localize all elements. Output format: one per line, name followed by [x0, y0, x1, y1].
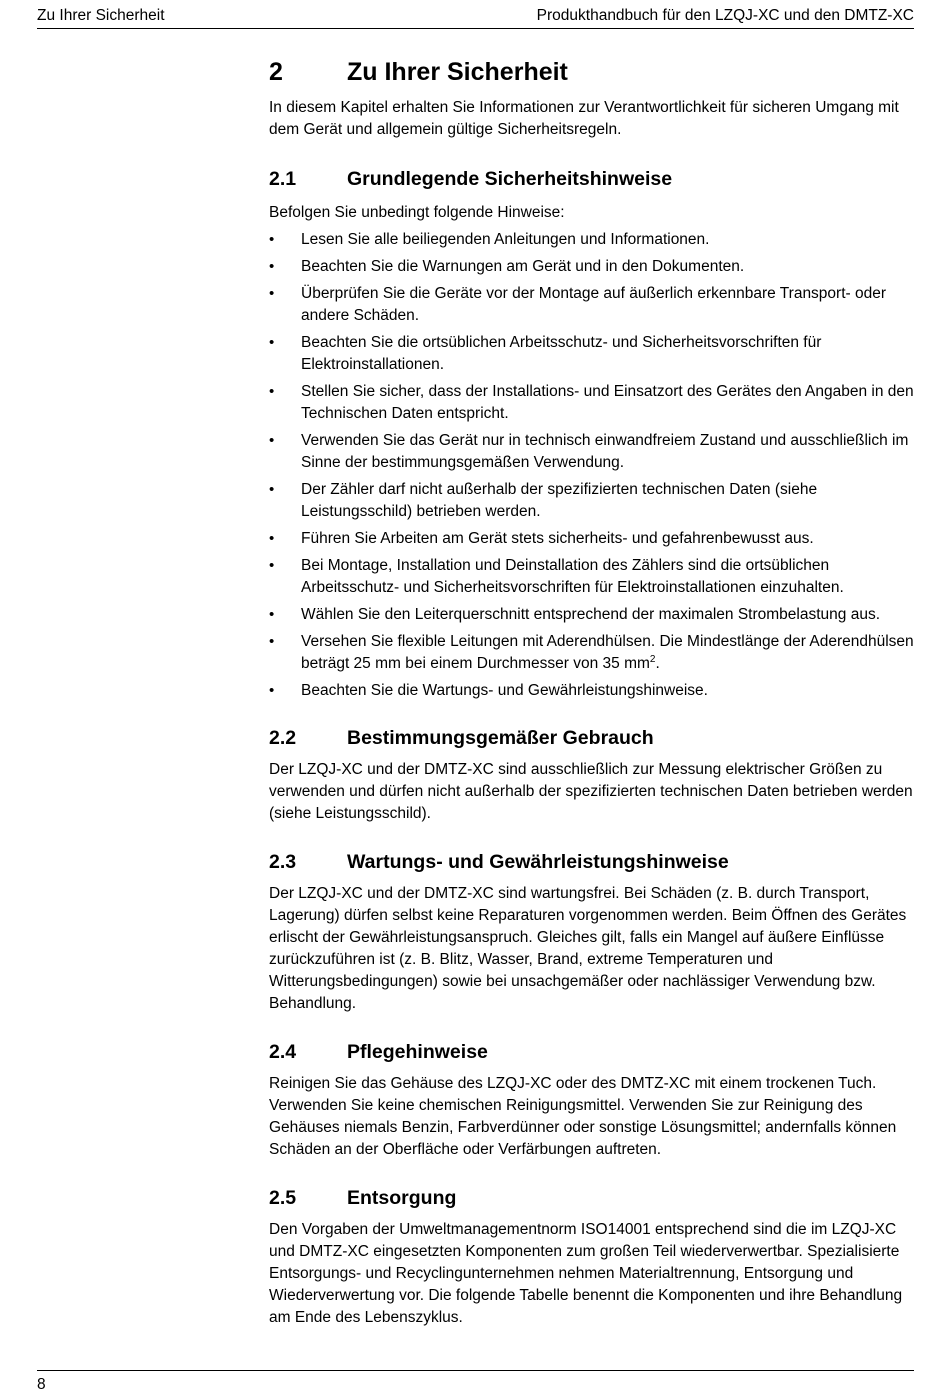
section-2-3-heading	[269, 849, 914, 875]
bullet-icon: •	[269, 258, 275, 275]
list-item: • Der Zähler darf nicht außerhalb der spezifizierten technischen Daten (siehe Leistungsschild) betrieben werden.	[269, 481, 818, 520]
section-number: 2.4	[269, 1041, 297, 1063]
bullet-icon: •	[269, 682, 275, 699]
list-item: • Versehen Sie flexible Leitungen mit Aderendhülsen. Die Mindestlänge der Aderendhülsen beträgt 25 mm bei einem Durchmesser von 35 $mm^2$.	[269, 633, 914, 672]
section-2-2-heading	[269, 725, 914, 751]
list-item: • Wählen Sie den Leiterquerschnitt entsprechend der maximalen Strombelastung aus.	[269, 604, 914, 626]
bullet-icon: •	[269, 530, 275, 547]
section-2-3-body: Der LZQJ-XC und der DMTZ-XC sind wartungsfrei. Bei Schäden (z. B. durch Transport, Lagerung) dürfen selbst keine Reparaturen vorgenommen werden. Beim Öffnen des Gerätes erlischt der Gewährleistungsanspruch. Gleiches gilt, falls ein Mangel auf äußere Einflüsse zurückzuführen ist (z. B. Blitz, Wasser, Brand, extreme Temperaturen und Witterungsbedingungen) sowie bei unsachgemäßer oder nachlässiger Verwendung bzw. Behandlung.	[269, 885, 907, 1012]
section-title: Entsorgung	[347, 1187, 457, 1209]
list-item: • Führen Sie Arbeiten am Gerät stets sicherheits- und gefahrenbewusst aus.	[269, 528, 914, 550]
list-item: • Stellen Sie sicher, dass der Installations- und Einsatzort des Gerätes den Angaben in den Technischen Daten entspricht.	[269, 383, 914, 422]
section-2-4-body: Reinigen Sie das Gehäuse des LZQJ-XC oder des DMTZ-XC mit einem trockenen Tuch. Verwenden Sie keine chemischen Reinigungsmittel. Verwenden Sie zur Reinigung des Gehäuses niemals Benzin, Farbverdünner oder sonstige Lösungsmittel; andernfalls können Schäden an der Oberfläche oder Verfärbungen auftreten.	[269, 1075, 897, 1158]
section-title: Pflegehinweise	[347, 1041, 488, 1063]
header-document-title: Produkthandbuch für den LZQJ-XC und den DMTZ-XC	[536, 7, 914, 24]
list-item: • Bei Montage, Installation und Deinstallation des Zählers sind die ortsüblichen Arbeitsschutz- und Sicherheitsvorschriften für Elektroinstallationen einzuhalten.	[269, 557, 844, 596]
superscript: 2	[649, 653, 656, 665]
list-item: • Beachten Sie die Wartungs- und Gewährleistungshinweise.	[269, 680, 914, 702]
header-section-title: Zu Ihrer Sicherheit	[37, 7, 165, 24]
bullet-icon: •	[269, 285, 275, 302]
bullet-icon: •	[269, 383, 275, 400]
section-2-1-lead: Befolgen Sie unbedingt folgende Hinweise:	[269, 204, 565, 221]
chapter-heading	[269, 56, 914, 88]
bullet-icon: •	[269, 606, 275, 623]
list-item: • Beachten Sie die ortsüblichen Arbeitsschutz- und Sicherheitsvorschriften für Elektroinstallationen.	[269, 334, 822, 373]
bullet-icon: •	[269, 633, 275, 650]
section-2-5-heading	[269, 1185, 914, 1211]
bullet-icon: •	[269, 432, 275, 449]
page-header	[37, 6, 914, 29]
list-item: • Überprüfen Sie die Geräte vor der Montage auf äußerlich erkennbare Transport- oder andere Schäden.	[269, 285, 887, 324]
section-2-1-heading	[269, 166, 914, 192]
bullet-icon: •	[269, 481, 275, 498]
list-item: • Lesen Sie alle beiliegenden Anleitungen und Informationen.	[269, 229, 914, 251]
safety-instructions-list	[269, 229, 914, 702]
section-title: Bestimmungsgemäßer Gebrauch	[347, 727, 654, 749]
chapter-title: Zu Ihrer Sicherheit	[347, 58, 568, 86]
section-title: Grundlegende Sicherheitshinweise	[347, 168, 673, 190]
list-item: • Beachten Sie die Warnungen am Gerät und in den Dokumenten.	[269, 256, 914, 278]
section-2-4-heading	[269, 1039, 914, 1065]
page-content	[269, 56, 914, 1329]
page-footer	[37, 1370, 914, 1394]
bullet-icon: •	[269, 334, 275, 351]
section-number: 2.3	[269, 851, 297, 873]
chapter-intro: In diesem Kapitel erhalten Sie Informationen zur Verantwortlichkeit für sicheren Umgang mit dem Gerät und allgemein gültige Sicherheitsregeln.	[269, 99, 899, 138]
list-item: • Verwenden Sie das Gerät nur in technisch einwandfreiem Zustand und ausschließlich im Sinne der bestimmungsgemäßen Verwendung.	[269, 432, 909, 471]
bullet-icon: •	[269, 557, 275, 574]
page-number: 8	[37, 1376, 46, 1393]
section-number: 2.2	[269, 727, 297, 749]
section-title: Wartungs- und Gewährleistungshinweise	[347, 851, 729, 873]
section-2-2-body: Der LZQJ-XC und der DMTZ-XC sind ausschließlich zur Messung elektrischer Größen zu verwenden und dürfen nicht außerhalb der spezifizierten technischen Daten betrieben werden (siehe Leistungsschild).	[269, 761, 913, 822]
section-2-5-body: Den Vorgaben der Umweltmanagementnorm ISO14001 entsprechend sind die im LZQJ-XC und DMTZ-XC eingesetzten Komponenten zum großen Teil wiederverwertbar. Spezialisierte Entsorgungs- und Recyclingunternehmen nehmen Materialtrennung, Entsorgung und Wiederverwertung vor. Die folgende Tabelle benennt die Komponenten und ihre Behandlung am Ende des Lebenszyklus.	[269, 1221, 903, 1326]
bullet-icon: •	[269, 231, 275, 248]
section-number: 2.1	[269, 168, 297, 190]
section-number: 2.5	[269, 1187, 297, 1209]
chapter-number: 2	[269, 58, 283, 86]
